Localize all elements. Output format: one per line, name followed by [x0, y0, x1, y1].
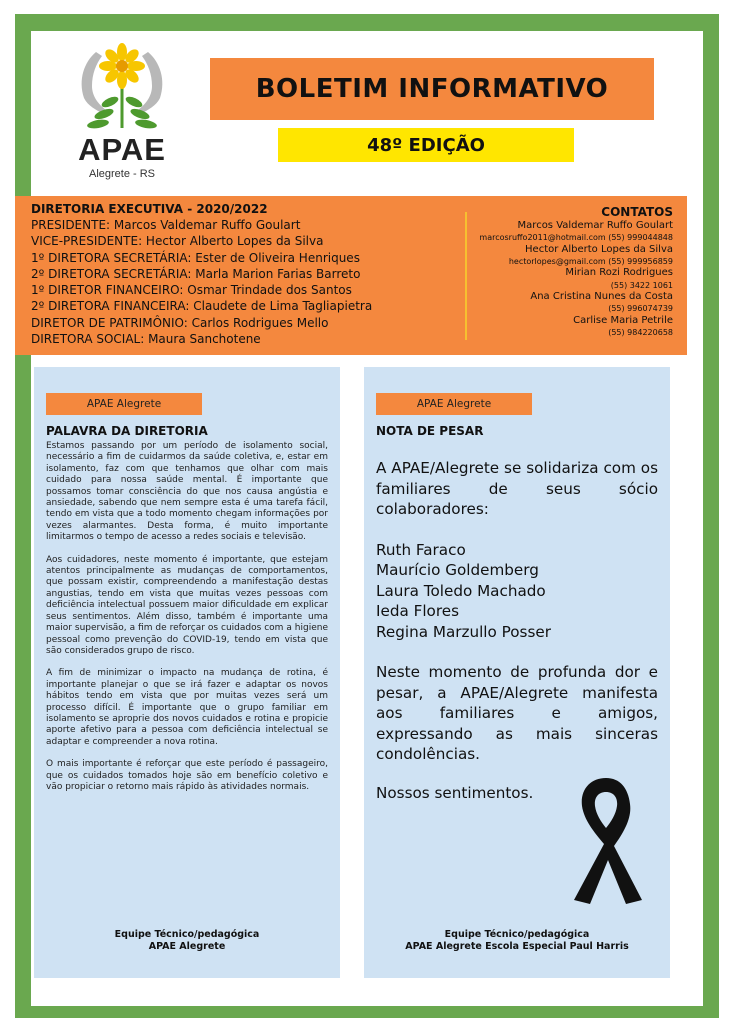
contact-name: Marcos Valdemar Ruffo Goulart [517, 220, 673, 231]
logo-wordmark: APAE [78, 132, 166, 167]
contact-name: Carlise Maria Petrile [573, 314, 673, 326]
paragraph: Estamos passando por um período de isolamento social, necessário a fim de cuidarmos da saúde coletiva, e, estar em isolamento, faz com que tenhamos que olhar com mais cuidado para nossa saúde mental. É importante que possamos tomar consciência do que nos causa angústia e ansiedade, sabendo que nem sempre esta é uma tarefa fácil, tendo em vista que a todo momento chegam informações por vezes alarmantes. Desta forma, é muito importante limitarmos o tempo de acesso a redes sociais e televisão. [46, 441, 328, 543]
list-item: Maurício Goldemberg [376, 561, 539, 579]
condolence-body [376, 458, 658, 803]
board-title: DIRETORIA EXECUTIVA - 2020/2022 [31, 202, 268, 216]
contact-name: Ana Cristina Nunes da Costa [530, 291, 673, 303]
page-title: BOLETIM INFORMATIVO [255, 74, 609, 104]
director-message-panel [34, 367, 340, 978]
flower-hands-icon [62, 40, 182, 135]
paragraph: O mais importante é reforçar que este período é passageiro, que os cuidados tomados hoje são em benefício coletivo e vão propiciar o retorno mais rápido às atividades normais. [46, 759, 328, 792]
list-item: Laura Toledo Machado [376, 581, 546, 600]
title-banner [210, 58, 654, 120]
contact-info: (55) 3422 1061 [610, 280, 673, 290]
condolence-panel [364, 367, 670, 978]
list-item: Ieda Flores [376, 602, 460, 620]
signature-line: APAE Alegrete [148, 941, 226, 952]
signature [364, 929, 670, 953]
edition-banner [278, 128, 574, 162]
contact-info: (55) 984220658 [608, 328, 673, 338]
logo-city: Alegrete - RS [88, 168, 156, 180]
section-tag: APAE Alegrete [46, 393, 202, 415]
mourning-ribbon-icon [564, 772, 648, 908]
board-list [31, 202, 451, 347]
contacts-block [463, 204, 673, 339]
message-body [46, 441, 328, 804]
contact-info: hectorlopes@gmail.com (55) 999956859 [508, 257, 673, 266]
board-line: DIRETOR DE PATRIMÔNIO: Carlos Rodrigues Mello [31, 315, 329, 330]
section-tag: APAE Alegrete [376, 393, 532, 415]
board-line: PRESIDENTE: Marcos Valdemar Ruffo Goulart [31, 218, 301, 232]
paragraph: Aos cuidadores, neste momento é importante, que estejam atentos principalmente as mudanças de comportamentos, que possam existir, compreendendo a manifestação destas angustias, tendo em vista que muitas vezes pessoas com deficiência intelectual possuem maior dificuldade em explicar seus sentimentos. Além disso, também é importante uma maior supervisão, a fim de reforçar os cuidados com a higiene pessoal como prevenção do COVID-19, tendo em vista que são considerados grupo de risco. [46, 554, 328, 656]
board-band [15, 196, 687, 355]
board-line: DIRETORA SOCIAL: Maura Sanchotene [31, 332, 261, 347]
contact-name: Mirian Rozi Rodrigues [565, 267, 673, 279]
names-list [376, 540, 658, 643]
intro-text: A APAE/Alegrete se solidariza com os familiares de seus sócio colaboradores: [376, 459, 658, 518]
sentiments-text: Nossos sentimentos. [376, 783, 534, 802]
board-line: 1º DIRETORA SECRETÁRIA: Ester de Oliveira Henriques [31, 250, 360, 265]
contact-info: marcosruffo2011@hotmail.com (55) 999044848 [479, 233, 673, 243]
board-line: VICE-PRESIDENTE: Hector Alberto Lopes da Silva [31, 234, 324, 249]
contact-name: Hector Alberto Lopes da Silva [525, 243, 673, 255]
section-title: PALAVRA DA DIRETORIA [46, 424, 208, 438]
edition-label: 48º EDIÇÃO [367, 134, 485, 156]
signature-line: APAE Alegrete Escola Especial Paul Harris [405, 941, 629, 952]
signature-line: Equipe Técnico/pedagógica [444, 929, 590, 940]
paragraph: A fim de minimizar o impacto na mudança de rotina, é importante planejar o que se irá fazer e adaptar os novos hábitos tendo em vista que por muitas vezes será um processo difícil. É importante que o grupo familiar em isolamento se aproprie dos novos cuidados e rotina e propicie aporte afetivo para a pessoa com deficiência intelectual se adaptar e compreender a nova rotina. [46, 668, 328, 747]
section-title: NOTA DE PESAR [376, 424, 484, 438]
contact-info: (55) 996074739 [608, 304, 673, 314]
board-line: 2º DIRETORA SECRETÁRIA: Marla Marion Farias Barreto [31, 266, 361, 281]
closing-text: Neste momento de profunda dor e pesar, a APAE/Alegrete manifesta aos familiares e amigos, expressando as mais sinceras condolências. [376, 663, 658, 763]
list-item: Ruth Faraco [376, 540, 466, 559]
list-item: Regina Marzullo Posser [376, 622, 551, 641]
signature-line: Equipe Técnico/pedagógica [114, 929, 260, 940]
board-line: 2º DIRETORA FINANCEIRA: Claudete de Lima Tagliapietra [31, 299, 373, 314]
board-line: 1º DIRETOR FINANCEIRO: Osmar Trindade dos Santos [31, 283, 352, 298]
signature [34, 929, 340, 953]
apae-logo [62, 40, 182, 190]
contacts-title: CONTATOS [601, 205, 673, 219]
